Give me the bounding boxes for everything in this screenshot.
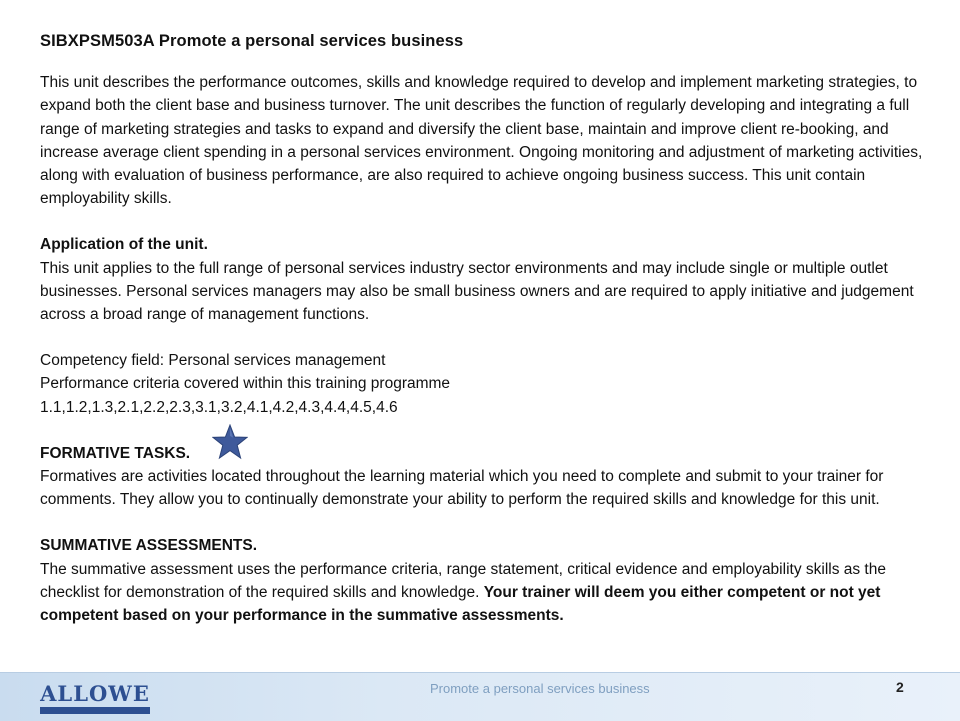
summative-paragraph (40, 558, 940, 628)
application-heading: Application of the unit. (40, 236, 208, 254)
footer-caption: Promote a personal services business (430, 681, 650, 696)
formative-paragraph: Formatives are activities located throughout the learning material which you need to complete and submit to your trainer for comments. They allow you to continually demonstrate your ability to perform the required skills and knowledge for this unit. (40, 468, 884, 509)
page-number: 2 (896, 679, 904, 695)
performance-criteria-list: 1.1,1.2,1.3,2.1,2.2,2.3,3.1,3.2,4.1,4.2,4.3,4.4,4.5,4.6 (40, 398, 398, 416)
logo-text: ALLOWE (40, 681, 150, 706)
intro-paragraph: This unit describes the performance outcomes, skills and knowledge required to develop and implement marketing strategies, to expand both the client base and business turnover. The unit describes the function of regularly developing and integrating a full range of marketing strategies and tasks to expand and diversify the client base, maintain and improve client re-booking, and increase average client spending in a personal services environment. Ongoing monitoring and adjustment of marketing activities, along with evaluation of business performance, are also required to achieve ongoing business success. This unit contain employability skills. (40, 74, 923, 208)
document-title: SIBXPSM503A Promote a personal services business (40, 32, 464, 50)
summative-bold-text: Your trainer will deem you either competent or not yet competent based on your performance in the summative assessments. (40, 583, 881, 625)
logo-bar (40, 707, 150, 714)
application-paragraph: This unit applies to the full range of personal services industry sector environments and may include single or multiple outlet businesses. Personal services managers may also be small business owners and are required to apply initiative and judgement across a broad range of management functions. (40, 259, 914, 324)
allowe-logo (38, 681, 152, 715)
summative-heading: SUMMATIVE ASSESSMENTS. (40, 537, 258, 555)
summative-text: The summative assessment uses the performance criteria, range statement, critical evidence and employability skills as the checklist for demonstration of the required skills and knowledge. (40, 560, 886, 601)
competency-field: Competency field: Personal services management (40, 352, 386, 370)
performance-criteria-label: Performance criteria covered within this training programme (40, 375, 451, 393)
document-body (40, 30, 940, 627)
formative-heading: FORMATIVE TASKS. (40, 444, 191, 462)
star-icon (212, 424, 248, 460)
footer-bar (0, 672, 960, 721)
